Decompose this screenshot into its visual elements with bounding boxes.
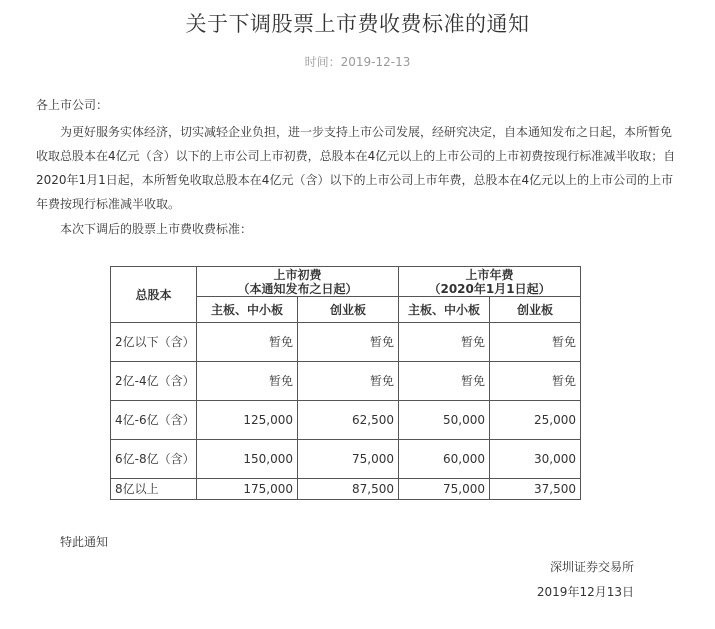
table-row [111, 440, 581, 479]
row-label: 8亿以上 [111, 479, 197, 500]
table-row [111, 362, 581, 401]
header-initial-fee [197, 267, 399, 297]
header-annual-fee [399, 267, 581, 297]
header-initial-fee-title: 上市初费 [273, 267, 322, 282]
cell-initial-gem: 75,000 [298, 440, 399, 479]
cell-initial-main: 175,000 [197, 479, 298, 500]
row-label: 2亿-4亿（含） [111, 362, 197, 401]
cell-annual-gem: 暂免 [490, 323, 581, 362]
cell-initial-gem: 87,500 [298, 479, 399, 500]
notice-title: 关于下调股票上市费收费标准的通知 [185, 12, 530, 36]
cell-annual-gem: 30,000 [490, 440, 581, 479]
cell-annual-main: 60,000 [399, 440, 490, 479]
signature-date: 2019年12月13日 [536, 585, 634, 599]
subheader-initial-main: 主板、中小板 [197, 297, 298, 323]
header-annual-fee-title: 上市年费 [465, 267, 514, 282]
cell-annual-main: 暂免 [399, 323, 490, 362]
subheader-annual-main: 主板、中小板 [399, 297, 490, 323]
header-total-shares: 总股本 [111, 267, 197, 323]
subheader-initial-gem: 创业板 [298, 297, 399, 323]
table-row [111, 401, 581, 440]
issuing-organization: 深圳证券交易所 [549, 560, 634, 574]
cell-initial-gem: 62,500 [298, 401, 399, 440]
closing-line: 特此通知 [60, 535, 109, 549]
publish-date: 时间：2019-12-13 [304, 55, 411, 69]
row-label: 4亿-6亿（含） [111, 401, 197, 440]
fee-table [110, 266, 581, 500]
notice-body: 为更好服务实体经济，切实减轻企业负担，进一步支持上市公司发展，经研究决定，自本通知发布之日起，本所暂免收取总股本在4亿元（含）以下的上市公司上市初费，总股本在4亿元以上的上市公司的上市初费按现行标准减半收取；自2020年1月1日起，本所暂免收取总股本在4亿元（含）以下的上市公司上市年费，总股本在4亿元以上的上市公司的上市年费按现行标准减半收取。 [36, 125, 676, 211]
cell-annual-gem: 暂免 [490, 362, 581, 401]
row-label: 6亿-8亿（含） [111, 440, 197, 479]
cell-initial-main: 125,000 [197, 401, 298, 440]
cell-initial-main: 暂免 [197, 362, 298, 401]
cell-annual-main: 50,000 [399, 401, 490, 440]
cell-annual-gem: 37,500 [490, 479, 581, 500]
header-annual-fee-sub: （2020年1月1日起） [428, 281, 551, 296]
cell-initial-gem: 暂免 [298, 323, 399, 362]
row-label: 2亿以下（含） [111, 323, 197, 362]
cell-initial-main: 150,000 [197, 440, 298, 479]
table-intro: 本次下调后的股票上市费收费标准： [60, 222, 253, 236]
cell-annual-main: 75,000 [399, 479, 490, 500]
header-initial-fee-sub: （本通知发布之日起） [237, 281, 358, 296]
cell-initial-main: 暂免 [197, 323, 298, 362]
table-row [111, 323, 581, 362]
table-row [111, 479, 581, 500]
cell-initial-gem: 暂免 [298, 362, 399, 401]
cell-annual-main: 暂免 [399, 362, 490, 401]
cell-annual-gem: 25,000 [490, 401, 581, 440]
greeting: 各上市公司： [36, 98, 109, 112]
subheader-annual-gem: 创业板 [490, 297, 581, 323]
